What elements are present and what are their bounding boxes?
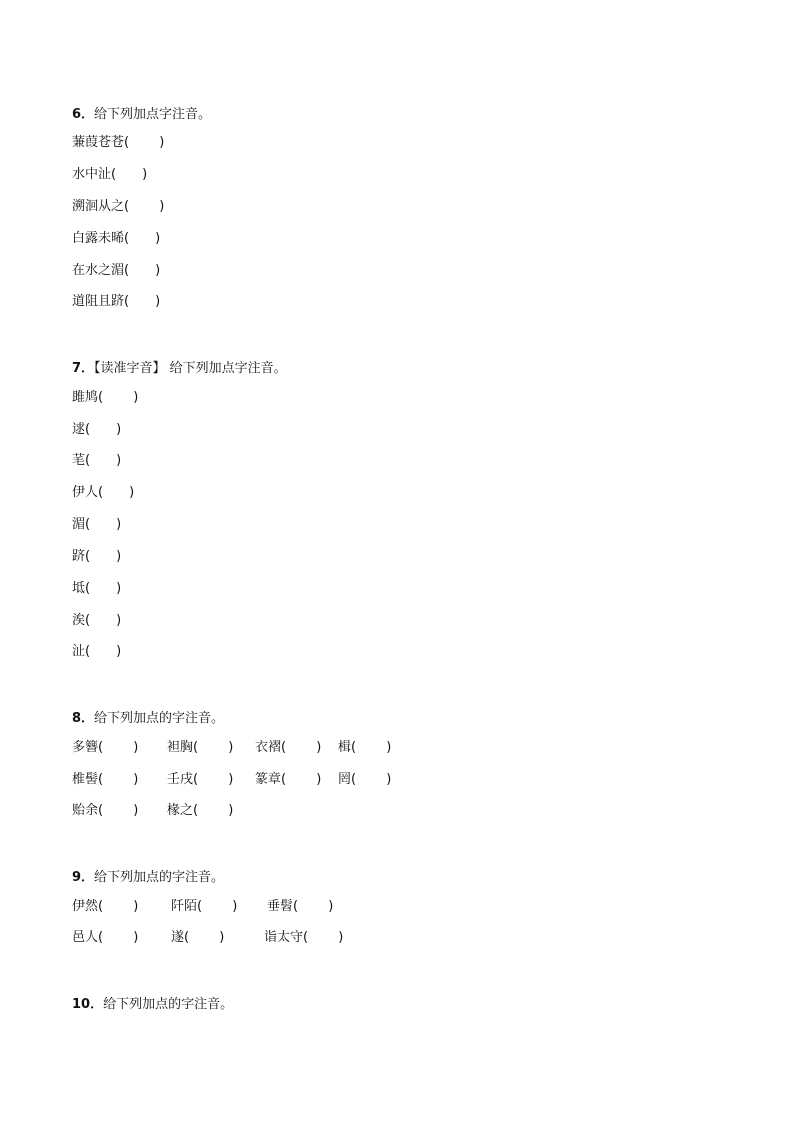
- q8-item: 衣褶( ): [255, 740, 322, 755]
- q8-item: 篆章( ): [255, 772, 322, 787]
- question-prompt: 给下列加点的字注音。: [103, 997, 234, 1012]
- q6-item: 白露未晞( ): [72, 231, 161, 246]
- question-9-heading: [72, 866, 224, 885]
- question-prompt: 给下列加点字注音。: [94, 107, 212, 122]
- q8-item: 多簪( ): [72, 740, 139, 755]
- q9-item: 遂( ): [171, 930, 225, 945]
- q9-item: 伊然( ): [72, 899, 139, 914]
- q8-item: 罔( ): [338, 772, 392, 787]
- question-number: 7．: [72, 361, 95, 376]
- q7-item: 沚( ): [72, 644, 122, 659]
- q8-item: 贻余( ): [72, 803, 139, 818]
- q7-item: 湄( ): [72, 517, 122, 532]
- q7-item: 跻( ): [72, 549, 122, 564]
- q8-item: 壬戌( ): [167, 772, 234, 787]
- question-number: 9．: [72, 870, 95, 885]
- question-7-heading: [72, 357, 287, 376]
- q7-item: 涘( ): [72, 613, 122, 628]
- q7-item: 伊人( ): [72, 485, 135, 500]
- question-prompt: 给下列加点的字注音。: [94, 711, 225, 726]
- q6-item: 水中沚( ): [72, 167, 148, 182]
- q9-item: 阡陌( ): [171, 899, 238, 914]
- q7-item: 芼( ): [72, 453, 122, 468]
- q6-item: 道阻且跻( ): [72, 294, 161, 309]
- q8-item: 袒胸( ): [167, 740, 234, 755]
- question-number: 6．: [72, 107, 95, 122]
- question-10-heading: [72, 993, 233, 1012]
- q7-item: 雎鸠( ): [72, 390, 139, 405]
- q8-item: 椽之( ): [167, 803, 234, 818]
- q6-item: 在水之湄( ): [72, 263, 161, 278]
- q9-item: 邑人( ): [72, 930, 139, 945]
- q6-item: 蒹葭苍苍( ): [72, 135, 165, 150]
- q6-item: 溯洄从之( ): [72, 199, 165, 214]
- question-prompt: 给下列加点的字注音。: [94, 870, 225, 885]
- question-6-heading: [72, 103, 211, 122]
- q8-item: 楫( ): [338, 740, 392, 755]
- question-number: 8．: [72, 711, 95, 726]
- q7-item: 坻( ): [72, 581, 122, 596]
- question-prompt: 【读准字音】 给下列加点字注音。: [94, 361, 287, 376]
- q9-item: 诣太守( ): [264, 930, 344, 945]
- question-number: 10．: [72, 997, 104, 1012]
- q9-item: 垂髫( ): [267, 899, 334, 914]
- q7-item: 逑( ): [72, 422, 122, 437]
- question-8-heading: [72, 707, 224, 726]
- q8-item: 椎髻( ): [72, 772, 139, 787]
